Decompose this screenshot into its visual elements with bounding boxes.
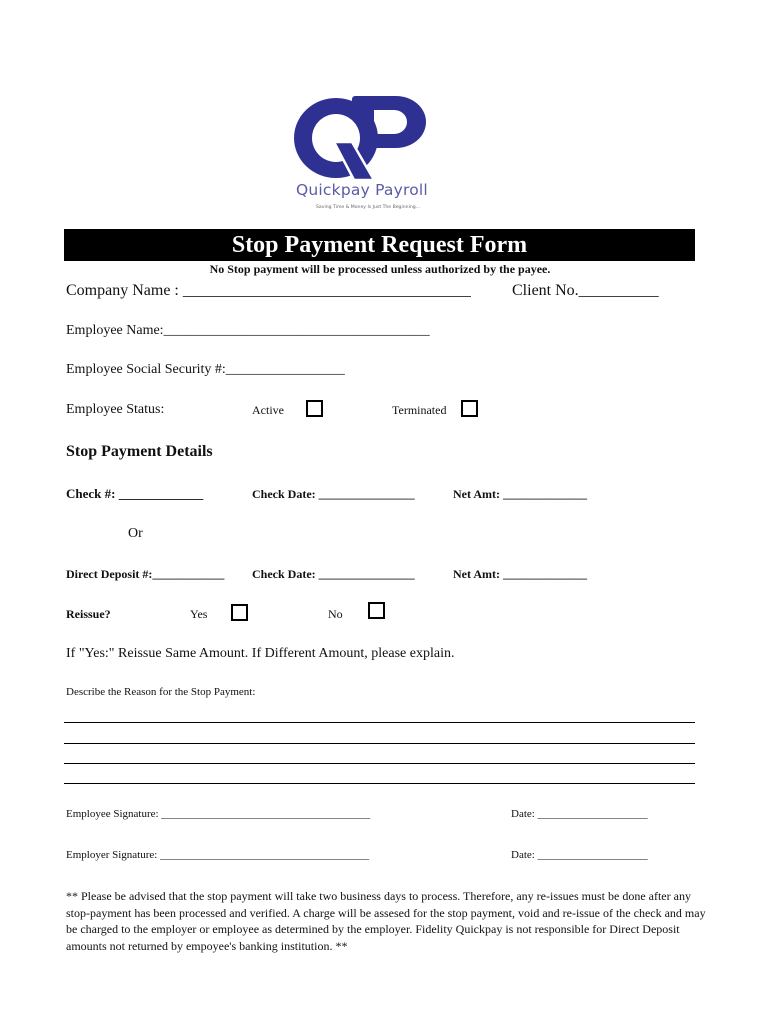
reissue-label: Reissue? (66, 607, 111, 621)
status-active-checkbox[interactable] (306, 400, 323, 417)
direct-deposit-field[interactable]: Direct Deposit #:____________ (66, 567, 225, 581)
employer-signature-date-field[interactable]: Date: ____________________ (511, 849, 648, 861)
deposit-check-date-field[interactable]: Check Date: ________________ (252, 567, 415, 581)
form-title (64, 229, 695, 261)
qp-logo-icon (290, 92, 435, 184)
status-terminated-checkbox[interactable] (461, 400, 478, 417)
employee-ssn-field[interactable]: Employee Social Security #:_________________ (66, 362, 345, 377)
status-terminated-label: Terminated (392, 403, 447, 417)
reissue-yes-label: Yes (190, 607, 208, 621)
q-letter-icon (294, 98, 378, 180)
brand-tagline: Saving Time & Money Is Just The Beginning... (316, 205, 421, 210)
employee-signature-field[interactable]: Employee Signature: ______________________________________ (66, 808, 371, 820)
status-active-label: Active (252, 403, 284, 417)
stop-payment-details-heading: Stop Payment Details (66, 443, 213, 460)
deposit-net-amount-field[interactable]: Net Amt: ______________ (453, 567, 587, 581)
form-title-text: Stop Payment Request Form (231, 231, 528, 258)
reason-line-1[interactable] (64, 722, 695, 723)
client-number-field[interactable]: Client No.__________ (512, 282, 659, 299)
reissue-no-label: No (328, 607, 343, 621)
employee-status-label: Employee Status: (66, 402, 165, 417)
reason-line-2[interactable] (64, 743, 695, 744)
reissue-no-checkbox[interactable] (368, 602, 385, 619)
check-date-field[interactable]: Check Date: ________________ (252, 487, 415, 501)
employee-signature-date-field[interactable]: Date: ____________________ (511, 808, 648, 820)
employee-name-field[interactable]: Employee Name:______________________________________ (66, 323, 430, 338)
employer-signature-field[interactable]: Employer Signature: ______________________________________ (66, 849, 370, 861)
reason-line-4[interactable] (64, 783, 695, 784)
check-number-field[interactable]: Check #: _____________ (66, 486, 204, 501)
or-separator: Or (128, 526, 143, 541)
reason-line-3[interactable] (64, 763, 695, 764)
net-amount-field[interactable]: Net Amt: ______________ (453, 487, 587, 501)
form-subtitle: No Stop payment will be processed unless authorized by the payee. (209, 262, 551, 276)
reissue-yes-checkbox[interactable] (231, 604, 248, 621)
reissue-note: If "Yes:" Reissue Same Amount. If Different Amount, please explain. (66, 646, 455, 661)
company-name-field[interactable]: Company Name : ____________________________________ (66, 282, 471, 299)
reason-label: Describe the Reason for the Stop Payment: (66, 686, 256, 698)
disclaimer-footnote: ** Please be advised that the stop payment will take two business days to process. Therefore, any re-issues must be done after any stop-payment has been processed and verified. A charge will be assesed for the stop payment, void and re-issue of the check and may be charged to the employer or employee as determined by the employer. Fidelity Quickpay is not responsible for Direct Deposit amounts not returned by empoyee's banking institution. ** (66, 889, 706, 953)
brand-name: Quickpay Payroll (296, 181, 428, 199)
